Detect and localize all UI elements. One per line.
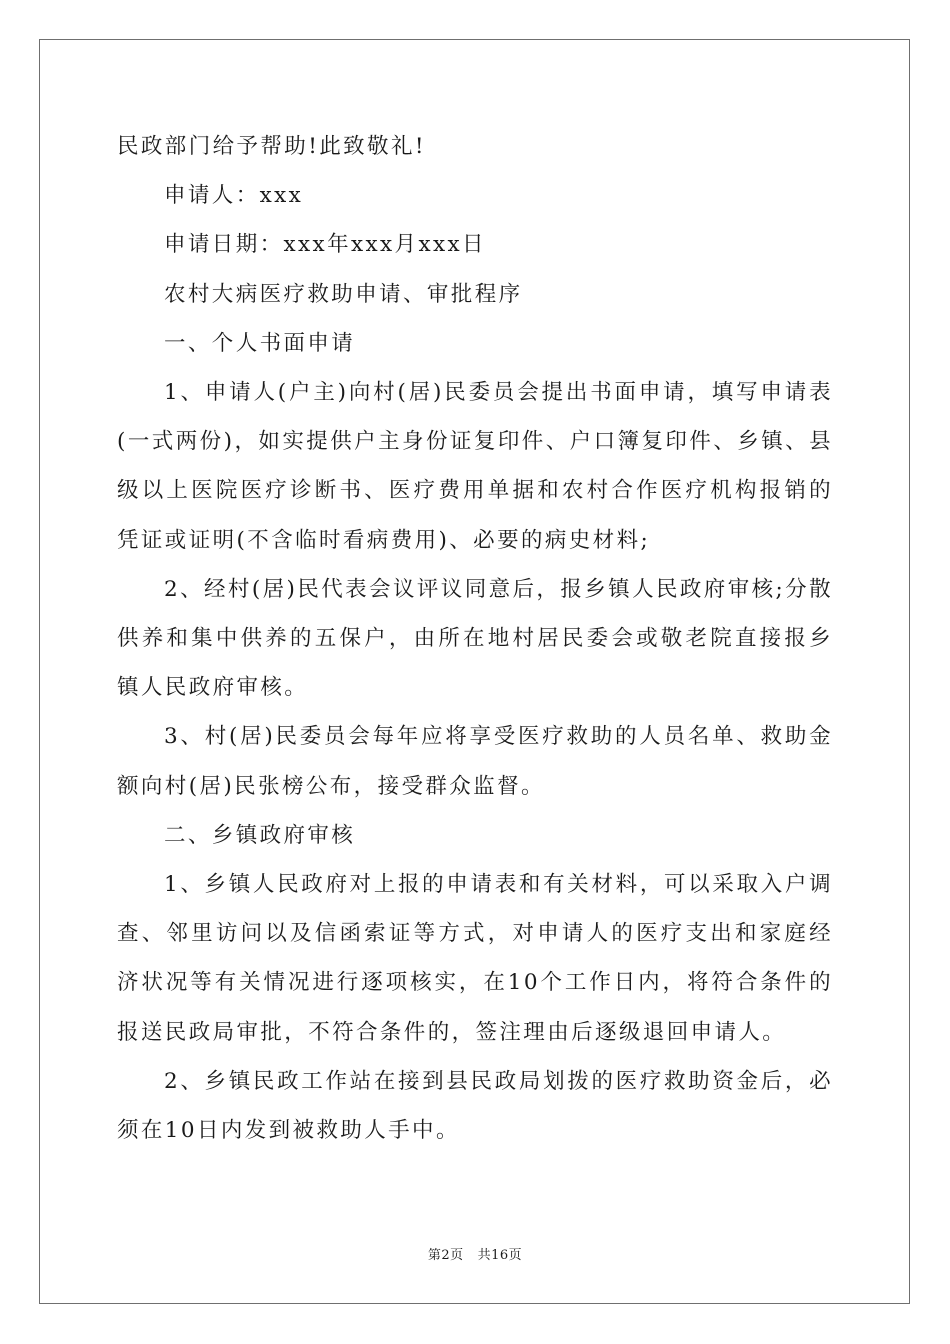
page-number: 第2页 [427,1248,464,1263]
paragraph-review-2: 2、乡镇民政工作站在接到县民政局划拨的医疗救助资金后，必须在10日内发到被救助人手中。 [117,1068,833,1144]
document-body [117,122,833,1155]
paragraph-application-date: 申请日期：xxx年xxx月xxx日 [164,232,486,258]
paragraph-review-1: 1、乡镇人民政府对上报的申请表和有关材料，可以采取入户调查、邻里访问以及信函索证等方式，对申请人的医疗支出和家庭经济状况等有关情况进行逐项核实，在10个工作日内，将符合条件的报送民政局审批，不符合条件的，签注理由后逐级退回申请人。 [117,872,833,1045]
heading-personal-application: 一、个人书面申请 [164,330,356,356]
page-footer [0,1244,950,1263]
paragraph-applicant: 申请人：xxx [164,183,304,209]
section-title: 农村大病医疗救助申请、审批程序 [164,281,523,307]
paragraph-step-3: 3、村(居)民委员会每年应将享受医疗救助的人员名单、救助金额向村(居)民张榜公布，接受群众监督。 [117,724,833,799]
page-total: 共16页 [477,1248,523,1263]
paragraph-closing: 民政部门给予帮助!此致敬礼! [117,134,426,159]
paragraph-step-1: 1、申请人(户主)向村(居)民委员会提出书面申请，填写申请表(一式两份)，如实提供户主身份证复印件、户口簿复印件、乡镇、县级以上医院医疗诊断书、医疗费用单据和农村合作医疗机构报销的凭证或证明(不含临时看病费用)、必要的病史材料; [117,380,833,553]
paragraph-step-2: 2、经村(居)民代表会议评议同意后，报乡镇人民政府审核;分散供养和集中供养的五保户，由所在地村居民委会或敬老院直接报乡镇人民政府审核。 [117,576,833,701]
heading-township-review: 二、乡镇政府审核 [164,822,356,848]
